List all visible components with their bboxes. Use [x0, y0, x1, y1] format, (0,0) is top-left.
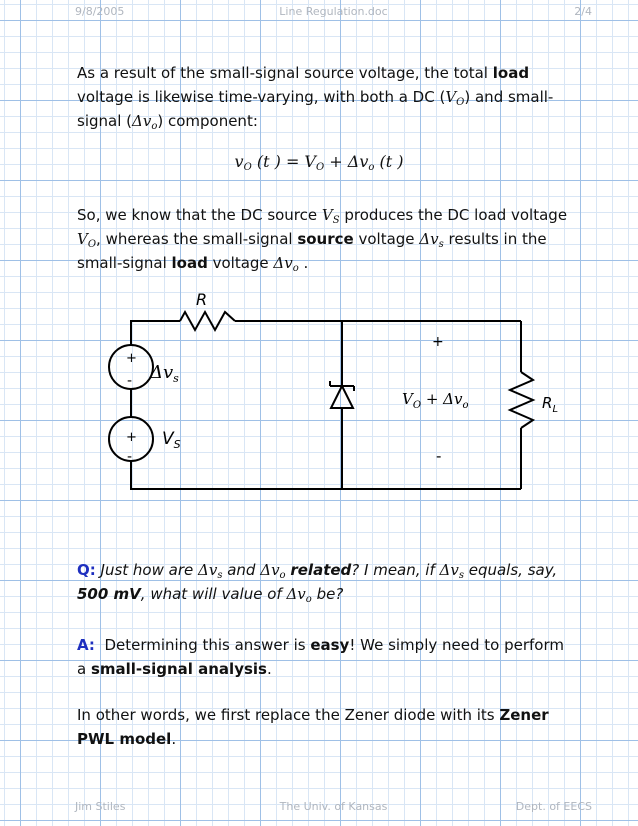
question-paragraph: Q: Just how are $\Delta v_s$ and $\Delta v_o$ related? I mean, if $\Delta v_s$ equals, say, 500 mV, what will value of $\Delta v_o$ be? [77, 561, 558, 605]
paragraph-zener-model: In other words, we first replace the Zener diode with its Zener PWL model. [77, 706, 549, 748]
header-page-number: 2/4 [574, 5, 592, 18]
resistor-rl [510, 372, 533, 428]
ac-source-plus: + [126, 351, 137, 366]
paragraph-load-voltage: As a result of the small-signal source voltage, the total load voltage is likewise time-varying, with both a DC $(V_O)$ and small-signal $(\Delta v_o)$ component: [77, 64, 554, 132]
zener-triangle [331, 386, 353, 408]
ac-source-label: $\Delta v_s$ [150, 362, 179, 385]
paragraph-dc-and-small-signal: So, we know that the DC source $V_S$ produces the DC load voltage $V_O$, whereas the small-signal source voltage $\Delta v_s$ results in the small-signal load voltage $\Delta v_o$ . [77, 206, 568, 274]
dc-source-minus: - [127, 449, 133, 465]
dc-source-label: $V_S$ [162, 429, 181, 451]
header-filename: Line Regulation.doc [279, 5, 388, 18]
output-voltage-label: $V_O + \Delta v_o$ [402, 390, 469, 411]
output-minus: - [436, 447, 442, 465]
resistor-r [180, 312, 235, 330]
footer-university: The Univ. of Kansas [279, 800, 388, 813]
resistor-r-label: R [196, 290, 208, 309]
wire-bottom [131, 461, 521, 489]
load-resistor-label: $R_L$ [542, 394, 559, 415]
output-plus: + [432, 334, 444, 350]
dc-source-plus: + [126, 430, 137, 445]
header-date: 9/8/2005 [75, 5, 125, 18]
equation-load-voltage: $v_O$ (t ) = $V_O + \Delta v_o$ (t ) [234, 152, 404, 173]
wire-top-left [131, 321, 180, 322]
answer-paragraph: A: Determining this answer is easy! We simply need to perform a small-signal analysis. [77, 636, 564, 678]
footer-department: Dept. of EECS [515, 800, 592, 813]
footer-author: Jim Stiles [75, 800, 126, 813]
ac-source-minus: - [127, 373, 133, 389]
